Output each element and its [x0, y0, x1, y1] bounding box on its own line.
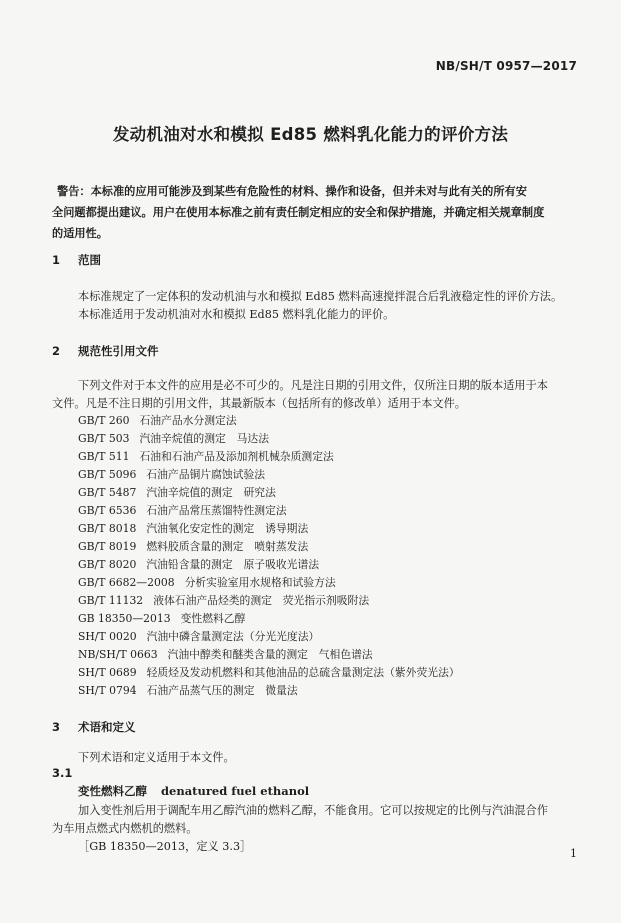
term-entry	[78, 783, 309, 799]
reference-item	[78, 611, 245, 626]
reference-code: GB/T 5096	[78, 468, 137, 481]
section-number: 3	[52, 720, 61, 734]
reference-item	[78, 647, 373, 662]
reference-item	[78, 665, 460, 680]
reference-item	[78, 593, 369, 608]
reference-title: 石油和石油产品及添加剂机械杂质测定法	[139, 450, 334, 463]
reference-code: SH/T 0689	[78, 666, 137, 679]
reference-item	[78, 449, 334, 464]
reference-code: GB/T 6682—2008	[78, 576, 175, 589]
reference-item	[78, 575, 336, 590]
section-heading-terms	[52, 719, 136, 735]
reference-code: GB/T 8020	[78, 558, 137, 571]
reference-title: 汽油铅含量的测定 原子吸收光谱法	[146, 558, 320, 571]
reference-title: 石油产品常压蒸馏特性测定法	[146, 504, 287, 517]
reference-item	[78, 503, 287, 518]
term-english: denatured fuel ethanol	[161, 784, 310, 798]
reference-item	[78, 629, 319, 644]
section-number: 1	[52, 253, 61, 267]
reference-item	[78, 521, 308, 536]
reference-title: 汽油中磷含量测定法（分光光度法）	[146, 630, 320, 643]
reference-title: 燃料胶质含量的测定 喷射蒸发法	[146, 540, 309, 553]
reference-code: GB/T 8019	[78, 540, 137, 553]
reference-title: 石油产品水分测定法	[139, 414, 237, 427]
reference-item	[78, 467, 265, 482]
term-source: ［GB 18350—2013，定义 3.3］	[78, 840, 252, 853]
reference-title: 石油产品铜片腐蚀试验法	[146, 468, 266, 481]
section-title: 规范性引用文件	[78, 344, 159, 358]
reference-code: GB/T 6536	[78, 504, 137, 517]
document-title: 发动机油对水和模拟 Ed85 燃料乳化能力的评价方法	[112, 125, 509, 144]
reference-title: 汽油辛烷值的测定 马达法	[139, 432, 270, 445]
reference-title: 汽油中醇类和醚类含量的测定 气相色谱法	[167, 648, 373, 661]
reference-title: 汽油辛烷值的测定 研究法	[146, 486, 276, 499]
section-heading-scope	[52, 252, 101, 268]
reference-title: 汽油氧化安定性的测定 诱导期法	[146, 522, 309, 535]
warning-line-1: 警告：本标准的应用可能涉及到某些有危险性的材料、操作和设备，但并未对与此有关的所有安	[57, 185, 527, 198]
reference-code: SH/T 0794	[78, 684, 137, 697]
reference-title: 分析实验室用水规格和试验方法	[184, 576, 336, 589]
reference-title: 石油产品蒸气压的测定 微量法	[146, 684, 298, 697]
scope-paragraph-2: 本标准适用于发动机油对水和模拟 Ed85 燃料乳化能力的评价。	[78, 308, 395, 321]
normative-intro-line-1: 下列文件对于本文件的应用是必不可少的。凡是注日期的引用文件，仅所注日期的版本适用于本	[78, 379, 548, 392]
page-number: 1	[570, 847, 577, 860]
reference-item	[78, 557, 319, 572]
normative-intro-line-2: 文件。凡是不注日期的引用文件，其最新版本（包括所有的修改单）适用于本文件。	[52, 397, 466, 410]
standard-code: NB/SH/T 0957—2017	[435, 59, 577, 73]
reference-title: 液体石油产品烃类的测定 荧光指示剂吸附法	[153, 594, 370, 607]
section-title: 范围	[78, 253, 101, 267]
reference-item	[78, 485, 276, 500]
reference-item	[78, 413, 237, 428]
reference-item	[78, 431, 269, 446]
reference-code: NB/SH/T 0663	[78, 648, 158, 661]
reference-code: GB/T 8018	[78, 522, 137, 535]
term-chinese: 变性燃料乙醇	[78, 784, 147, 798]
reference-code: GB 18350—2013	[78, 612, 171, 625]
reference-item	[78, 539, 308, 554]
reference-title: 变性燃料乙醇	[180, 612, 246, 625]
reference-code: GB/T 5487	[78, 486, 137, 499]
terms-intro: 下列术语和定义适用于本文件。	[78, 751, 235, 764]
reference-code: GB/T 11132	[78, 594, 144, 607]
section-heading-normative	[52, 343, 159, 359]
reference-code: GB/T 511	[78, 450, 130, 463]
section-title: 术语和定义	[78, 720, 136, 734]
term-entry-number: 3.1	[52, 766, 73, 780]
section-number: 2	[52, 344, 61, 358]
scope-paragraph-1: 本标准规定了一定体积的发动机油与水和模拟 Ed85 燃料高速搅拌混合后乳液稳定性的评价方法。	[78, 290, 563, 303]
reference-title: 轻质烃及发动机燃料和其他油品的总硫含量测定法（紫外荧光法）	[146, 666, 460, 679]
warning-line-2: 全问题都提出建议。用户在使用本标准之前有责任制定相应的安全和保护措施，并确定相关规章制度	[52, 206, 545, 219]
reference-code: GB/T 260	[78, 414, 130, 427]
term-definition-line-1: 加入变性剂后用于调配车用乙醇汽油的燃料乙醇，不能食用。它可以按规定的比例与汽油混合作	[78, 804, 548, 817]
term-definition-line-2: 为车用点燃式内燃机的燃料。	[52, 822, 198, 835]
reference-code: SH/T 0020	[78, 630, 137, 643]
warning-line-3: 的适用性。	[52, 227, 108, 240]
reference-code: GB/T 503	[78, 432, 130, 445]
reference-item	[78, 683, 298, 698]
